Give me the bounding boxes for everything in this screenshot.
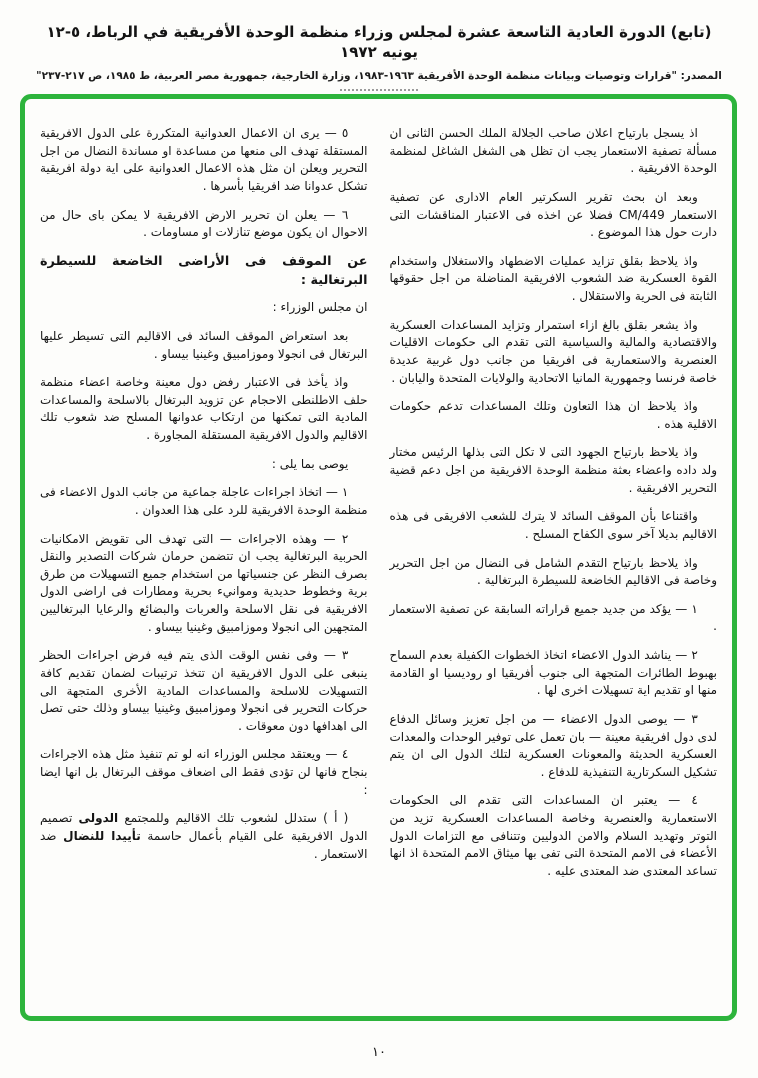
para-left-3: ان مجلس الوزراء : xyxy=(272,300,368,315)
para-left-6: يوصى بما يلى : xyxy=(271,456,349,471)
session-title: (تابع) الدورة العادية التاسعة عشرة لمجلس وزراء منظمة الوحدة الأفريقية في الرباط، ٥-١٢ يونيه ١٩٧٢ xyxy=(46,23,712,62)
page-number: ١٠ xyxy=(372,1045,386,1060)
para-right-12: ٤ — يعتبر ان المساعدات التى تقدم الى الحكومات الاستعمارية والعنصرية وخاصة المساعدات العسكرية تزيد من التوتر وتهديد السلام والامن الدوليين وتتنافى مع التزامات الدول الأعضاء فى الامم المتحدة التى تفى بها ميثاق الامم المتحدة اذ انها تساعد المعتدى ضد المعتدى عليه . xyxy=(389,793,717,878)
para-left-11: ( أ ) ستدلل لشعوب تلك الاقاليم وللمجتمع الدولى تصميم الدول الافريقية على القيام بأعمال حاسمة تأييدا للنضال ضد الاستعمار . xyxy=(40,811,368,861)
para-left-9: ٣ — وفى نفس الوقت الذى يتم فيه فرض اجراءات الحظر ينبغى على الدول الافريقية ان تتخذ ترتيبات لضمان تقديم كافة التسهيلات للاسلحة والمساعدات المادية الأخرى المتجهة الى حركات التحرير فى انجولا وموزامبيق وغينيا بيساو وذلك حتى تصل الى اهدافها دون معوقات . xyxy=(40,648,368,733)
para-right-6: واذ يلاحظ بارتياح الجهود التى لا تكل التى بذلها الرئيس مختار ولد داده واعضاء بعثة منظمة الوحدة الافريقية من اجل دعم قضية التحرير الافريقية . xyxy=(389,445,717,495)
dotted-separator xyxy=(340,89,418,91)
column-right xyxy=(390,125,718,1016)
section-heading-portuguese-territories: عن الموقف فى الأراضى الخاضعة للسيطرة البرتغالية : xyxy=(40,253,368,288)
para-left-7: ١ — اتخاذ اجراءات عاجلة جماعية من جانب الدول الاعضاء فى منظمة الوحدة الافريقية للرد على هذا العدوان . xyxy=(40,485,368,517)
para-left-5: واذ يأخذ فى الاعتبار رفض دول معينة وخاصة اعضاء منظمة حلف الاطلنطى الاحجام عن تزويد البرتغال بالاسلحة والمساعدات المادية التى تمكنها من ارتكاب عدوانها المسلح ضد شعوب تلك الاقاليم والدول الافريقية المستقلة المجاورة . xyxy=(40,375,368,443)
para-right-4: واذ يشعر بقلق بالغ ازاء استمرار وتزايد المساعدات العسكرية والاقتصادية والمالية والسياسية التى تقدم الى حكومات الاقليات العنصرية والاستعمارية فى افريقيا من جانب دول غربية عديدة خاصة فرنسا وجمهورية المانيا الاتحادية والولايات المتحدة واليابان . xyxy=(389,317,717,385)
content-frame xyxy=(20,94,737,1021)
source-citation: المصدر: "قرارات وتوصيات وبيانات منظمة الوحدة الأفريقية ١٩٦٣-١٩٨٣، وزارة الخارجية، جمهورية مصر العربية، ط ١٩٨٥، ص ٢١٧-٢٣٧" xyxy=(36,69,722,82)
para-left-2: ٦ — يعلن ان تحرير الارض الافريقية لا يمكن باى حال من الاحوال ان يكون موضع تنازلات او مساومات . xyxy=(40,207,368,240)
para-right-11: ٣ — يوصى الدول الاعضاء — من اجل تعزيز وسائل الدفاع لدى دول افريقية معينة — بان تعمل على توفير الوحدات والمعدات العسكرية الحديثة والمعونات العسكرية لتلك الدول الى ان يتم تشكيل السكرتارية التنفيذية للدفاع . xyxy=(389,711,717,779)
para-right-1: اذ يسجل بارتياح اعلان صاحب الجلالة الملك الحسن الثانى ان مسألة تصفية الاستعمار يجب ان تظل هى الشغل الشاغل لمنظمة الوحدة الافريقية . xyxy=(389,126,717,176)
para-right-2: وبعد ان بحث تقرير السكرتير العام الادارى عن تصفية الاستعمار CM/449 فضلا عن اخذه فى الاعتبار المناقشات التى دارت حول هذا الموضوع . xyxy=(389,189,717,240)
para-right-10: ٢ — يناشد الدول الاعضاء اتخاذ الخطوات الكفيلة بعدم السماح بهبوط الطائرات المتجهة الى جنوب أفريقيا او روديسيا او القادمة منها او تقديم اية تسهيلات اخرى لها . xyxy=(389,648,717,698)
page-header xyxy=(0,22,758,91)
para-right-5: واذ يلاحظ ان هذا التعاون وتلك المساعدات تدعم حكومات الاقلية هذه . xyxy=(389,399,717,431)
para-right-7: واقتناعا بأن الموقف السائد لا يترك للشعب الافريقى فى هذه الاقاليم بديلا آخر سوى الكفاح المسلح . xyxy=(389,509,717,541)
para-right-3: واذ يلاحظ بقلق تزايد عمليات الاضطهاد والاستغلال واستخدام القوة العسكرية ضد الشعوب الافريقية المناضلة من اجل حقوقها الثابتة فى الحرية والاستقلال . xyxy=(389,253,717,303)
page-footer xyxy=(0,1041,758,1060)
para-right-9: ١ — يؤكد من جديد جميع قراراته السابقة عن تصفية الاستعمار . xyxy=(389,601,717,634)
para-left-10: ٤ — ويعتقد مجلس الوزراء انه لو تم تنفيذ مثل هذه الاجراءات بنجاح فانها لن تؤدى فقط الى اضعاف موقف البرتغال بل انها ايضا : xyxy=(40,747,368,797)
column-left xyxy=(40,125,368,1016)
para-left-1: ٥ — يرى ان الاعمال العدوانية المتكررة على الدول الافريقية المستقلة تهدف الى منعها من مساعدة او مساندة النضال من اجل التحرير ويعلن ان مثل هذه الاعمال العدوانية على اية دولة افريقية تشكل عدوانا ضد افريقيا بأسرها . xyxy=(40,126,368,193)
para-left-8: ٢ — وهذه الاجراءات — التى تهدف الى تقويض الامكانيات الحربية البرتغالية يجب ان تتضمن حرمان شركات التصدير والنقل بصرف النظر عن جنسياتها من استخدام جميع التسهيلات من طرق برية وخطوط حديدية وموانيء بحرية ومطارات فى اراضى الدول الافريقية فى نقل الاسلحة والعربات والبضائع والرعايا البرتغاليين المتجهين الى انجولا وموزامبيق وغينيا بيساو . xyxy=(40,531,368,634)
para-right-8: واذ يلاحظ بارتياح التقدم الشامل فى النضال من اجل التحرير وخاصة فى الاقاليم الخاضعة للسيطرة البرتغالية . xyxy=(389,555,717,588)
para-left-4: بعد استعراض الموقف السائد فى الاقاليم التى تسيطر عليها البرتغال فى انجولا وموزامبيق وغينيا بيساو . xyxy=(40,328,368,361)
text-columns xyxy=(25,99,732,1016)
